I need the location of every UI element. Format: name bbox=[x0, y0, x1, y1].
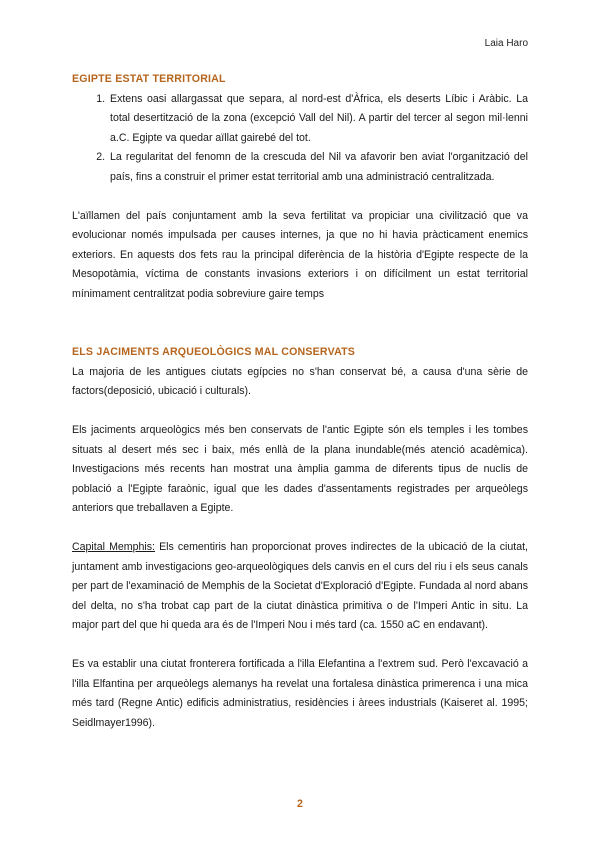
section-heading-egipte: EGIPTE ESTAT TERRITORIAL bbox=[72, 73, 226, 85]
list-item: 2. La regularitat del fenomn de la crescuda del Nil va afavorir ben aviat l'organització del país, fins a construir el primer estat territorial amb una administració centralitzada. bbox=[108, 148, 528, 187]
page-body bbox=[72, 70, 528, 733]
paragraph: Es va establir una ciutat fronterera fortificada a l'illa Elefantina a l'extrem sud. Però l'excavació a l'illa Elfantina per arqueòlegs alemanys ha revelat una fortalesa dinàstica primerenca i una mica més tard (Regne Antic) edificis administratius, residències i àrees industrials (Kaiseret al. 1995; Seidlmayer1996). bbox=[72, 658, 528, 729]
list-item: 1. Extens oasi allargassat que separa, al nord-est d'Àfrica, els deserts Líbic i Aràbic. La total desertització de la zona (excepció Vall del Nil). A partir del tercer al segon mil·lenni a.C. Egipte va quedar aïllat gairebé del tot. bbox=[108, 90, 528, 149]
numbered-list bbox=[72, 90, 528, 188]
section-heading-jaciments: ELS JACIMENTS ARQUEOLÒGICS MAL CONSERVATS bbox=[72, 346, 356, 358]
paragraph-memphis bbox=[72, 538, 528, 636]
memphis-label: Capital Memphis: bbox=[72, 541, 155, 553]
memphis-text: Els cementiris han proporcionat proves indirectes de la ubicació de la ciutat, juntament amb investigacions geo-arqueològiques dels canvis en el curs del riu i els seus canals per part de l'examinació de Memphis de la Societat d'Exploració d'Egipte. Fundada al nord abans del delta, no s'ha trobat cap part de la ciutat dinàstica primitiva o de l'Imperi Antic in situ. La major part del que hi queda ara és de l'Imperi Nou i més tard (ca. 1550 aC en endavant). bbox=[72, 541, 529, 631]
paragraph: L'aïllamen del país conjuntament amb la seva fertilitat va propiciar una civilització que va evolucionar només impulsada per causes internes, ja que no hi havia pràcticament enemics exteriors. En aquests dos fets rau la principal diferència de la història d'Egipte respecte de la Mesopotàmia, víctima de constants invasions exteriors i on difícilment un estat territorial mínimament centralitzat podia sobreviure gaire temps bbox=[72, 209, 528, 300]
header-author: Laia Haro bbox=[484, 38, 528, 49]
page-number: 2 bbox=[297, 798, 303, 810]
paragraph: Els jaciments arqueològics més ben conservats de l'antic Egipte són els temples i les tombes situats al desert més sec i baix, més enllà de la plana inundable(més atenció acadèmica). Investigacions més recents han mostrat una àmplia gamma de diferents tipus de nuclis de població a l'Egipte faraònic, igual que les dades d'assentaments registrades per arqueòlegs anteriors que treballaven a Egipte. bbox=[72, 424, 528, 514]
paragraph: La majoria de les antigues ciutats egípcies no s'han conservat bé, a causa d'una sèrie de factors(deposició, ubicació i culturals). bbox=[72, 365, 528, 397]
